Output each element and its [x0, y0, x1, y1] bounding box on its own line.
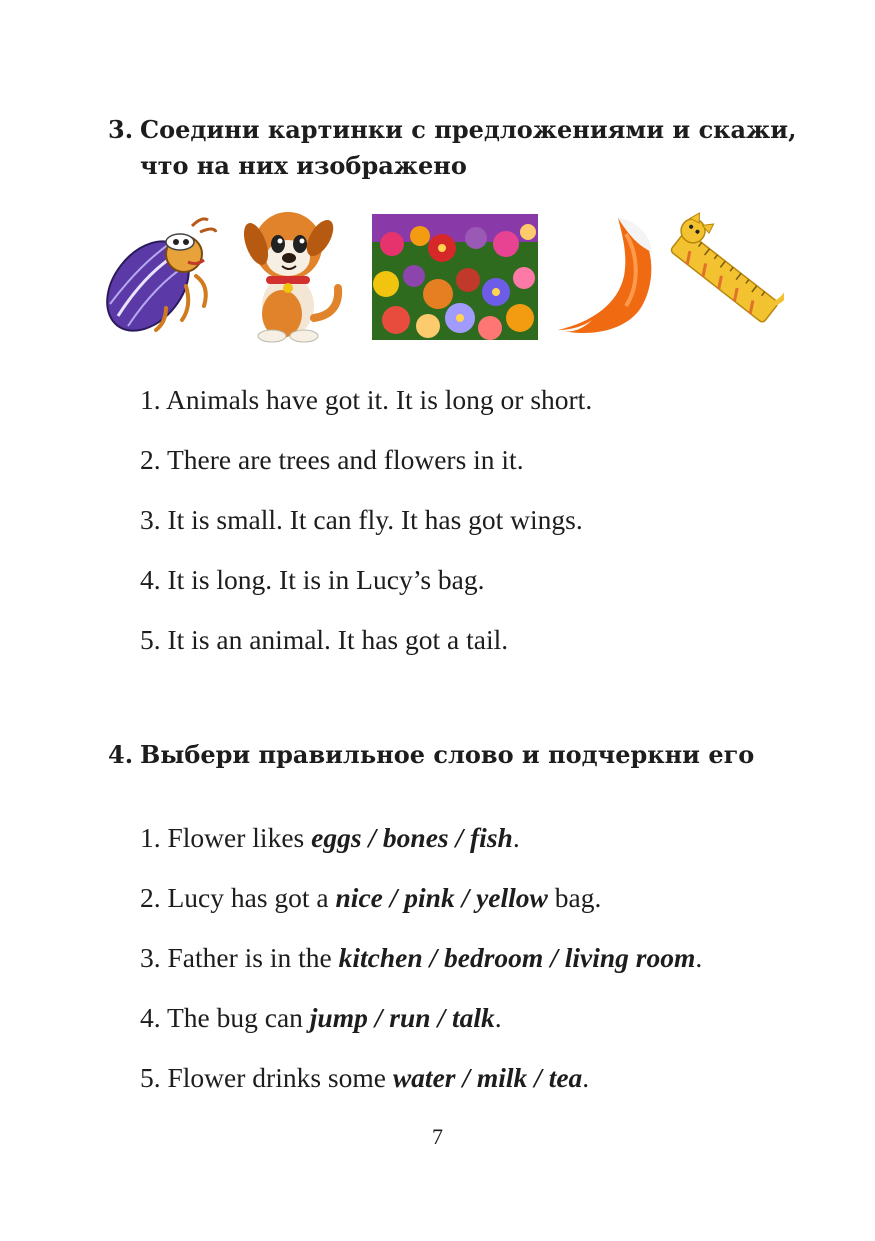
choice-separator: / — [527, 1062, 549, 1093]
fox-tail-icon — [552, 214, 660, 340]
choice-option[interactable]: run — [389, 1002, 431, 1033]
task-3-heading — [108, 112, 800, 184]
choice-prefix: 5. Flower drinks some — [140, 1062, 393, 1093]
task-3-sentence: 5. It is an animal. It has got a tail. — [140, 624, 509, 655]
flower-garden-icon — [372, 214, 538, 340]
task-3-sentence: 4. It is long. It is in Lucy’s bag. — [140, 564, 485, 595]
choice-separator: / — [361, 822, 383, 853]
choice-option[interactable]: tea — [548, 1062, 583, 1093]
cat-ruler-icon — [662, 210, 784, 340]
choice-separator: / — [448, 822, 471, 853]
task-4-heading — [108, 737, 800, 773]
choice-item — [140, 1061, 589, 1095]
choice-suffix: . — [582, 1062, 590, 1093]
choice-separator: / — [454, 882, 477, 913]
choice-prefix: 4. The bug can — [140, 1002, 310, 1033]
choice-separator: / — [422, 942, 445, 973]
choice-item — [140, 941, 702, 975]
choice-option[interactable]: pink — [404, 882, 455, 913]
choice-separator: / — [430, 1002, 452, 1033]
choice-prefix: 3. Father is in the — [140, 942, 339, 973]
choice-suffix: . — [695, 942, 703, 973]
choice-prefix: 1. Flower likes — [140, 822, 312, 853]
task-3-number: 3. — [108, 115, 134, 144]
choice-option[interactable]: bedroom — [444, 942, 544, 973]
task-3-sentence: 1. Animals have got it. It is long or short. — [140, 384, 593, 415]
choice-prefix: 2. Lucy has got a — [140, 882, 336, 913]
choice-separator: / — [382, 882, 405, 913]
task-4-number: 4. — [108, 740, 134, 769]
choice-option[interactable]: nice — [335, 882, 383, 913]
choice-item — [140, 821, 520, 855]
choice-option[interactable]: yellow — [476, 882, 548, 913]
choice-separator: / — [543, 942, 565, 973]
puppy-icon — [242, 202, 354, 344]
page-number: 7 — [432, 1124, 443, 1149]
task-3-sentence: 3. It is small. It can fly. It has got wings. — [140, 504, 583, 535]
choice-suffix: bag. — [547, 882, 602, 913]
choice-suffix: . — [512, 822, 520, 853]
task-3-pictures — [96, 200, 786, 350]
choice-suffix: . — [494, 1002, 502, 1033]
choice-option[interactable]: water — [392, 1062, 456, 1093]
choice-option[interactable]: fish — [470, 822, 513, 853]
choice-item — [140, 1001, 502, 1035]
task-4-title: Выбери правильное слово и подчеркни его — [140, 740, 755, 769]
choice-option[interactable]: bones — [382, 822, 449, 853]
choice-option[interactable]: milk — [476, 1062, 528, 1093]
choice-item — [140, 881, 601, 915]
choice-separator: / — [455, 1062, 477, 1093]
beetle-icon — [96, 212, 228, 340]
task-3-sentence: 2. There are trees and flowers in it. — [140, 444, 524, 475]
choice-option[interactable]: eggs — [311, 822, 362, 853]
choice-option[interactable]: living room — [564, 942, 696, 973]
task-3-title: Соедини картинки с предложениями и скажи, что на них изображено — [140, 115, 797, 180]
choice-separator: / — [367, 1002, 390, 1033]
choice-option[interactable]: kitchen — [338, 942, 423, 973]
choice-option[interactable]: talk — [451, 1002, 495, 1033]
choice-option[interactable]: jump — [309, 1002, 368, 1033]
